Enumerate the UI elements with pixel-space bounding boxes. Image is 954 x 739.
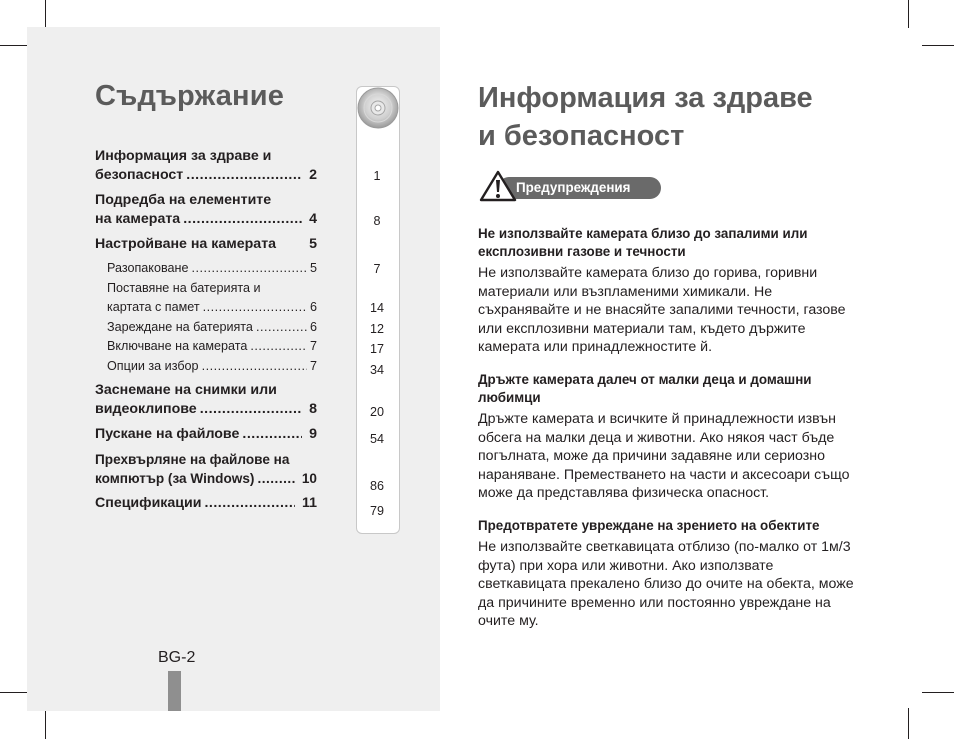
- crop-mark: [0, 45, 30, 46]
- toc-page-number: 5: [309, 261, 317, 275]
- toc-entry[interactable]: [95, 235, 317, 254]
- toc-entry-title-line1: Поставяне на батерията и: [107, 280, 261, 295]
- strip-number: 34: [369, 363, 384, 377]
- toc-entry-title-line1: Заснемане на снимки или: [95, 382, 277, 398]
- toc-subentry[interactable]: [95, 259, 317, 279]
- disc-icon: [356, 86, 400, 130]
- strip-number: 54: [369, 432, 384, 446]
- crop-mark: [45, 0, 46, 28]
- toc-entry-title: видеоклипове: [95, 401, 197, 417]
- toc-entry[interactable]: [95, 147, 317, 185]
- toc-entry-title: на камерата: [95, 211, 181, 227]
- toc-page-number: 8: [309, 401, 317, 417]
- toc-leader-dots: [256, 318, 307, 338]
- safety-sections: [478, 225, 856, 645]
- strip-number: 20: [369, 405, 384, 419]
- toc-entry-title: Пускане на файлове: [95, 426, 240, 442]
- toc-leader-dots: [183, 210, 302, 229]
- toc-leader-dots: [191, 259, 307, 279]
- toc-entry[interactable]: [95, 494, 317, 513]
- section-title-line1: Информация за здраве: [478, 82, 813, 114]
- toc-subentry[interactable]: [95, 337, 317, 357]
- toc-entry-title: Включване на камерата: [107, 339, 248, 353]
- toc-entry-title: картата с памет: [107, 300, 200, 314]
- section-heading: Не използвайте камерата близо до запалими или експлозивни газове и течности: [478, 226, 808, 259]
- strip-number: 79: [369, 504, 384, 518]
- toc-page-number: 5: [309, 236, 317, 252]
- toc-leader-dots: [204, 494, 295, 513]
- toc-leader-dots: [202, 357, 307, 377]
- toc-entry[interactable]: [95, 381, 317, 419]
- toc-entry-title: Спецификации: [95, 495, 202, 511]
- section-heading: Дръжте камерата далеч от малки деца и домашни любимци: [478, 371, 812, 405]
- warning-badge: [478, 170, 662, 202]
- crop-mark: [908, 708, 909, 739]
- toc-entry[interactable]: [95, 425, 317, 444]
- section-body: Не използвайте светкавицата отблизо (по-малко от 1м/3 фута) при хора или животни. Ако използвате светкавицата прекалено близо до очите на обекта, може да причините временно или постоянно увреждане на очите му.: [478, 538, 854, 630]
- toc-subentry[interactable]: [95, 318, 317, 338]
- toc-page-number: 4: [309, 211, 317, 227]
- strip-number: 1: [373, 169, 381, 183]
- toc-entry-title: Настройване на камерата: [95, 236, 277, 252]
- toc-entry[interactable]: [95, 191, 317, 229]
- toc-page-number: 6: [309, 300, 317, 314]
- toc-subentry[interactable]: [95, 279, 317, 318]
- toc-entry-title: компютър (за Windows): [95, 471, 255, 486]
- table-of-contents: [95, 147, 317, 519]
- strip-number: 12: [369, 322, 384, 336]
- section-heading: Предотвратете увреждане на зрението на обектите: [478, 517, 820, 533]
- toc-page-number: 7: [309, 358, 317, 373]
- toc-leader-dots: [203, 298, 307, 318]
- contents-title: Съдържание: [95, 80, 285, 112]
- warning-icon: [478, 170, 518, 202]
- toc-page-number: 10: [301, 471, 317, 486]
- section-title-line2: и безопасност: [478, 120, 685, 152]
- crop-mark: [908, 0, 909, 28]
- crop-mark: [922, 692, 954, 693]
- page-number-label: BG-2: [158, 649, 196, 666]
- strip-number: 8: [373, 214, 381, 228]
- toc-leader-dots: [242, 425, 302, 444]
- toc-entry-title: безопасност: [95, 167, 184, 183]
- toc-entry-title: Опции за избор: [107, 358, 199, 373]
- toc-entry-title-line1: Информация за здраве и: [95, 148, 272, 164]
- toc-leader-dots: [186, 166, 302, 185]
- strip-number: 86: [369, 479, 384, 493]
- toc-entry-title: Зареждане на батерията: [107, 319, 253, 334]
- toc-entry[interactable]: [95, 450, 317, 488]
- section-title: [478, 79, 898, 155]
- strip-number: 17: [369, 342, 384, 356]
- toc-page-number: 7: [309, 339, 317, 353]
- toc-entry-title-line1: Подредба на елементите: [95, 192, 272, 208]
- toc-page-number: 6: [309, 319, 317, 334]
- toc-subentry[interactable]: [95, 357, 317, 377]
- section-body: Не използвайте камерата близо до горива, горивни материали или възпламеними химикали. Не съхранявайте и не внасяйте запалими течности, газове или експлозивни материали там, където държите камерата или принадлежностите й.: [478, 265, 846, 356]
- crop-mark: [45, 708, 46, 739]
- toc-leader-dots: [200, 400, 302, 419]
- page-marker-bar: [168, 671, 181, 711]
- toc-page-number: 9: [309, 426, 317, 442]
- toc-page-number: 2: [309, 167, 317, 183]
- warning-label: Предупреждения: [516, 180, 631, 195]
- toc-leader-dots: [250, 337, 307, 357]
- crop-mark: [922, 45, 954, 46]
- toc-page-number: 11: [302, 495, 317, 511]
- strip-number: 14: [369, 301, 384, 315]
- crop-mark: [0, 692, 30, 693]
- toc-leader-dots: [257, 469, 294, 488]
- strip-number: 7: [373, 262, 381, 276]
- toc-entry-title-line1: Прехвърляне на файлове на: [95, 452, 290, 467]
- section-body: Дръжте камерата и всичките й принадлежности извън обсега на малки деца и животни. Ако някоя част бъде погълната, може да причини задавяне или сериозно нараняване. Преместването на части и аксесоари също може да представлява физическа опасност.: [478, 410, 850, 502]
- toc-entry-title: Разопаковане: [107, 261, 189, 275]
